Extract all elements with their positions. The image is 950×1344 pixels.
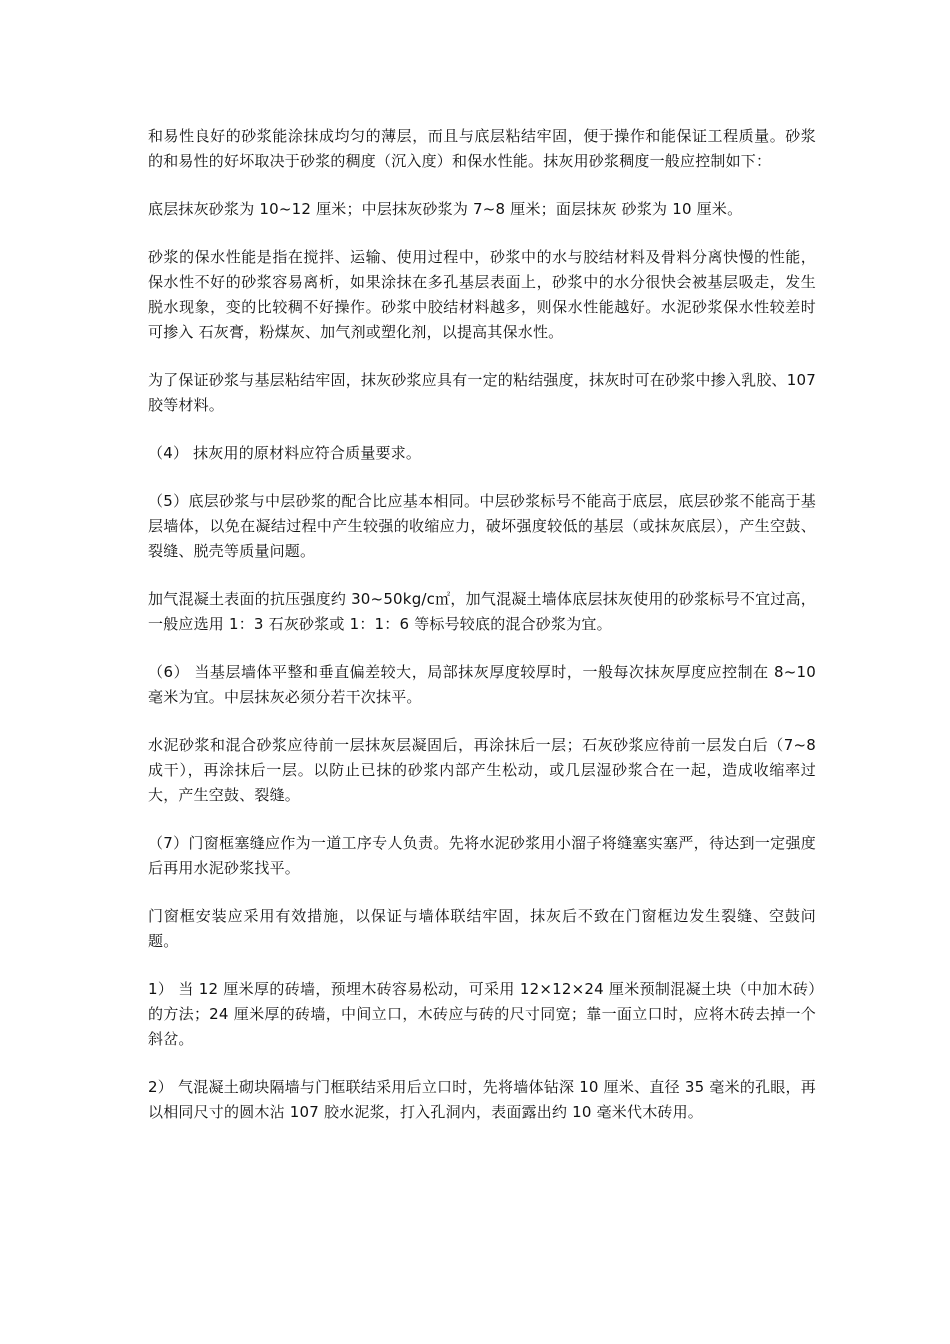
- paragraph-bond-strength: 为了保证砂浆与基层粘结牢固，抹灰砂浆应具有一定的粘结强度，抹灰时可在砂浆中掺入乳胶、107 胶等材料。: [148, 371, 816, 414]
- paragraph-item-5: （5）底层砂浆与中层砂浆的配合比应基本相同。中层砂浆标号不能高于底层，底层砂浆不能高于基层墙体，以免在凝结过程中产生较强的收缩应力，破坏强度较低的基层（或抹灰底层），产生空鼓、裂缝、脱壳等质量问题。: [148, 492, 816, 560]
- paragraph-water-retention: 砂浆的保水性能是指在搅拌、运输、使用过程中，砂浆中的水与胶结材料及骨料分离快慢的性能，保水性不好的砂浆容易离析，如果涂抹在多孔基层表面上，砂浆中的水分很快会被基层吸走，发生脱水现象，变的比较稠不好操作。砂浆中胶结材料越多，则保水性能越好。水泥砂浆保水性较差时可掺入 石灰膏，粉煤灰、加气剂或塑化剂，以提高其保水性。: [148, 248, 816, 341]
- paragraph-consistency-values: 底层抹灰砂浆为 10~12 厘米；中层抹灰砂浆为 7~8 厘米；面层抹灰 砂浆为 10 厘米。: [148, 200, 743, 218]
- paragraph-subitem-2: 2） 气混凝土砌块隔墙与门框联结采用后立口时，先将墙体钻深 10 厘米、直径 35 毫米的孔眼，再以相同尺寸的圆木沾 107 胶水泥浆，打入孔洞内，表面露出约 10 毫米代木砖用。: [148, 1078, 816, 1121]
- paragraph-item-6: （6） 当基层墙体平整和垂直偏差较大，局部抹灰厚度较厚时，一般每次抹灰厚度应控制在 8~10 毫米为宜。中层抹灰必须分若干次抹平。: [148, 663, 816, 706]
- paragraph-frame-installation: 门窗框安装应采用有效措施，以保证与墙体联结牢固，抹灰后不致在门窗框边发生裂缝、空鼓问题。: [148, 907, 816, 950]
- paragraph-layer-curing: 水泥砂浆和混合砂浆应待前一层抹灰层凝固后，再涂抹后一层；石灰砂浆应待前一层发白后（7~8 成干），再涂抹后一层。以防止已抹的砂浆内部产生松动，或几层湿砂浆合在一起，造成收缩率过大，产生空鼓、裂缝。: [148, 736, 816, 804]
- paragraph-subitem-1: 1） 当 12 厘米厚的砖墙，预埋木砖容易松动，可采用 12×12×24 厘米预制混凝土块（中加木砖）的方法；24 厘米厚的砖墙，中间立口，木砖应与砖的尺寸同宽；靠一面立口时，应将木砖去掉一个斜岔。: [148, 980, 816, 1048]
- paragraph-workability: 和易性良好的砂浆能涂抹成均匀的薄层，而且与底层粘结牢固，便于操作和能保证工程质量。砂浆的和易性的好坏取决于砂浆的稠度（沉入度）和保水性能。抹灰用砂浆稠度一般应控制如下：: [148, 127, 816, 170]
- document-body: [148, 124, 816, 1148]
- paragraph-aerated-concrete: 加气混凝土表面的抗压强度约 30~50kg/c㎡，加气混凝土墙体底层抹灰使用的砂浆标号不宜过高，一般应选用 1：3 石灰砂浆或 1：1：6 等标号较底的混合砂浆为宜。: [148, 590, 816, 633]
- paragraph-item-4: （4） 抹灰用的原材料应符合质量要求。: [148, 444, 422, 462]
- paragraph-item-7: （7）门窗框塞缝应作为一道工序专人负责。先将水泥砂浆用小溜子将缝塞实塞严，待达到一定强度后再用水泥砂浆找平。: [148, 834, 816, 877]
